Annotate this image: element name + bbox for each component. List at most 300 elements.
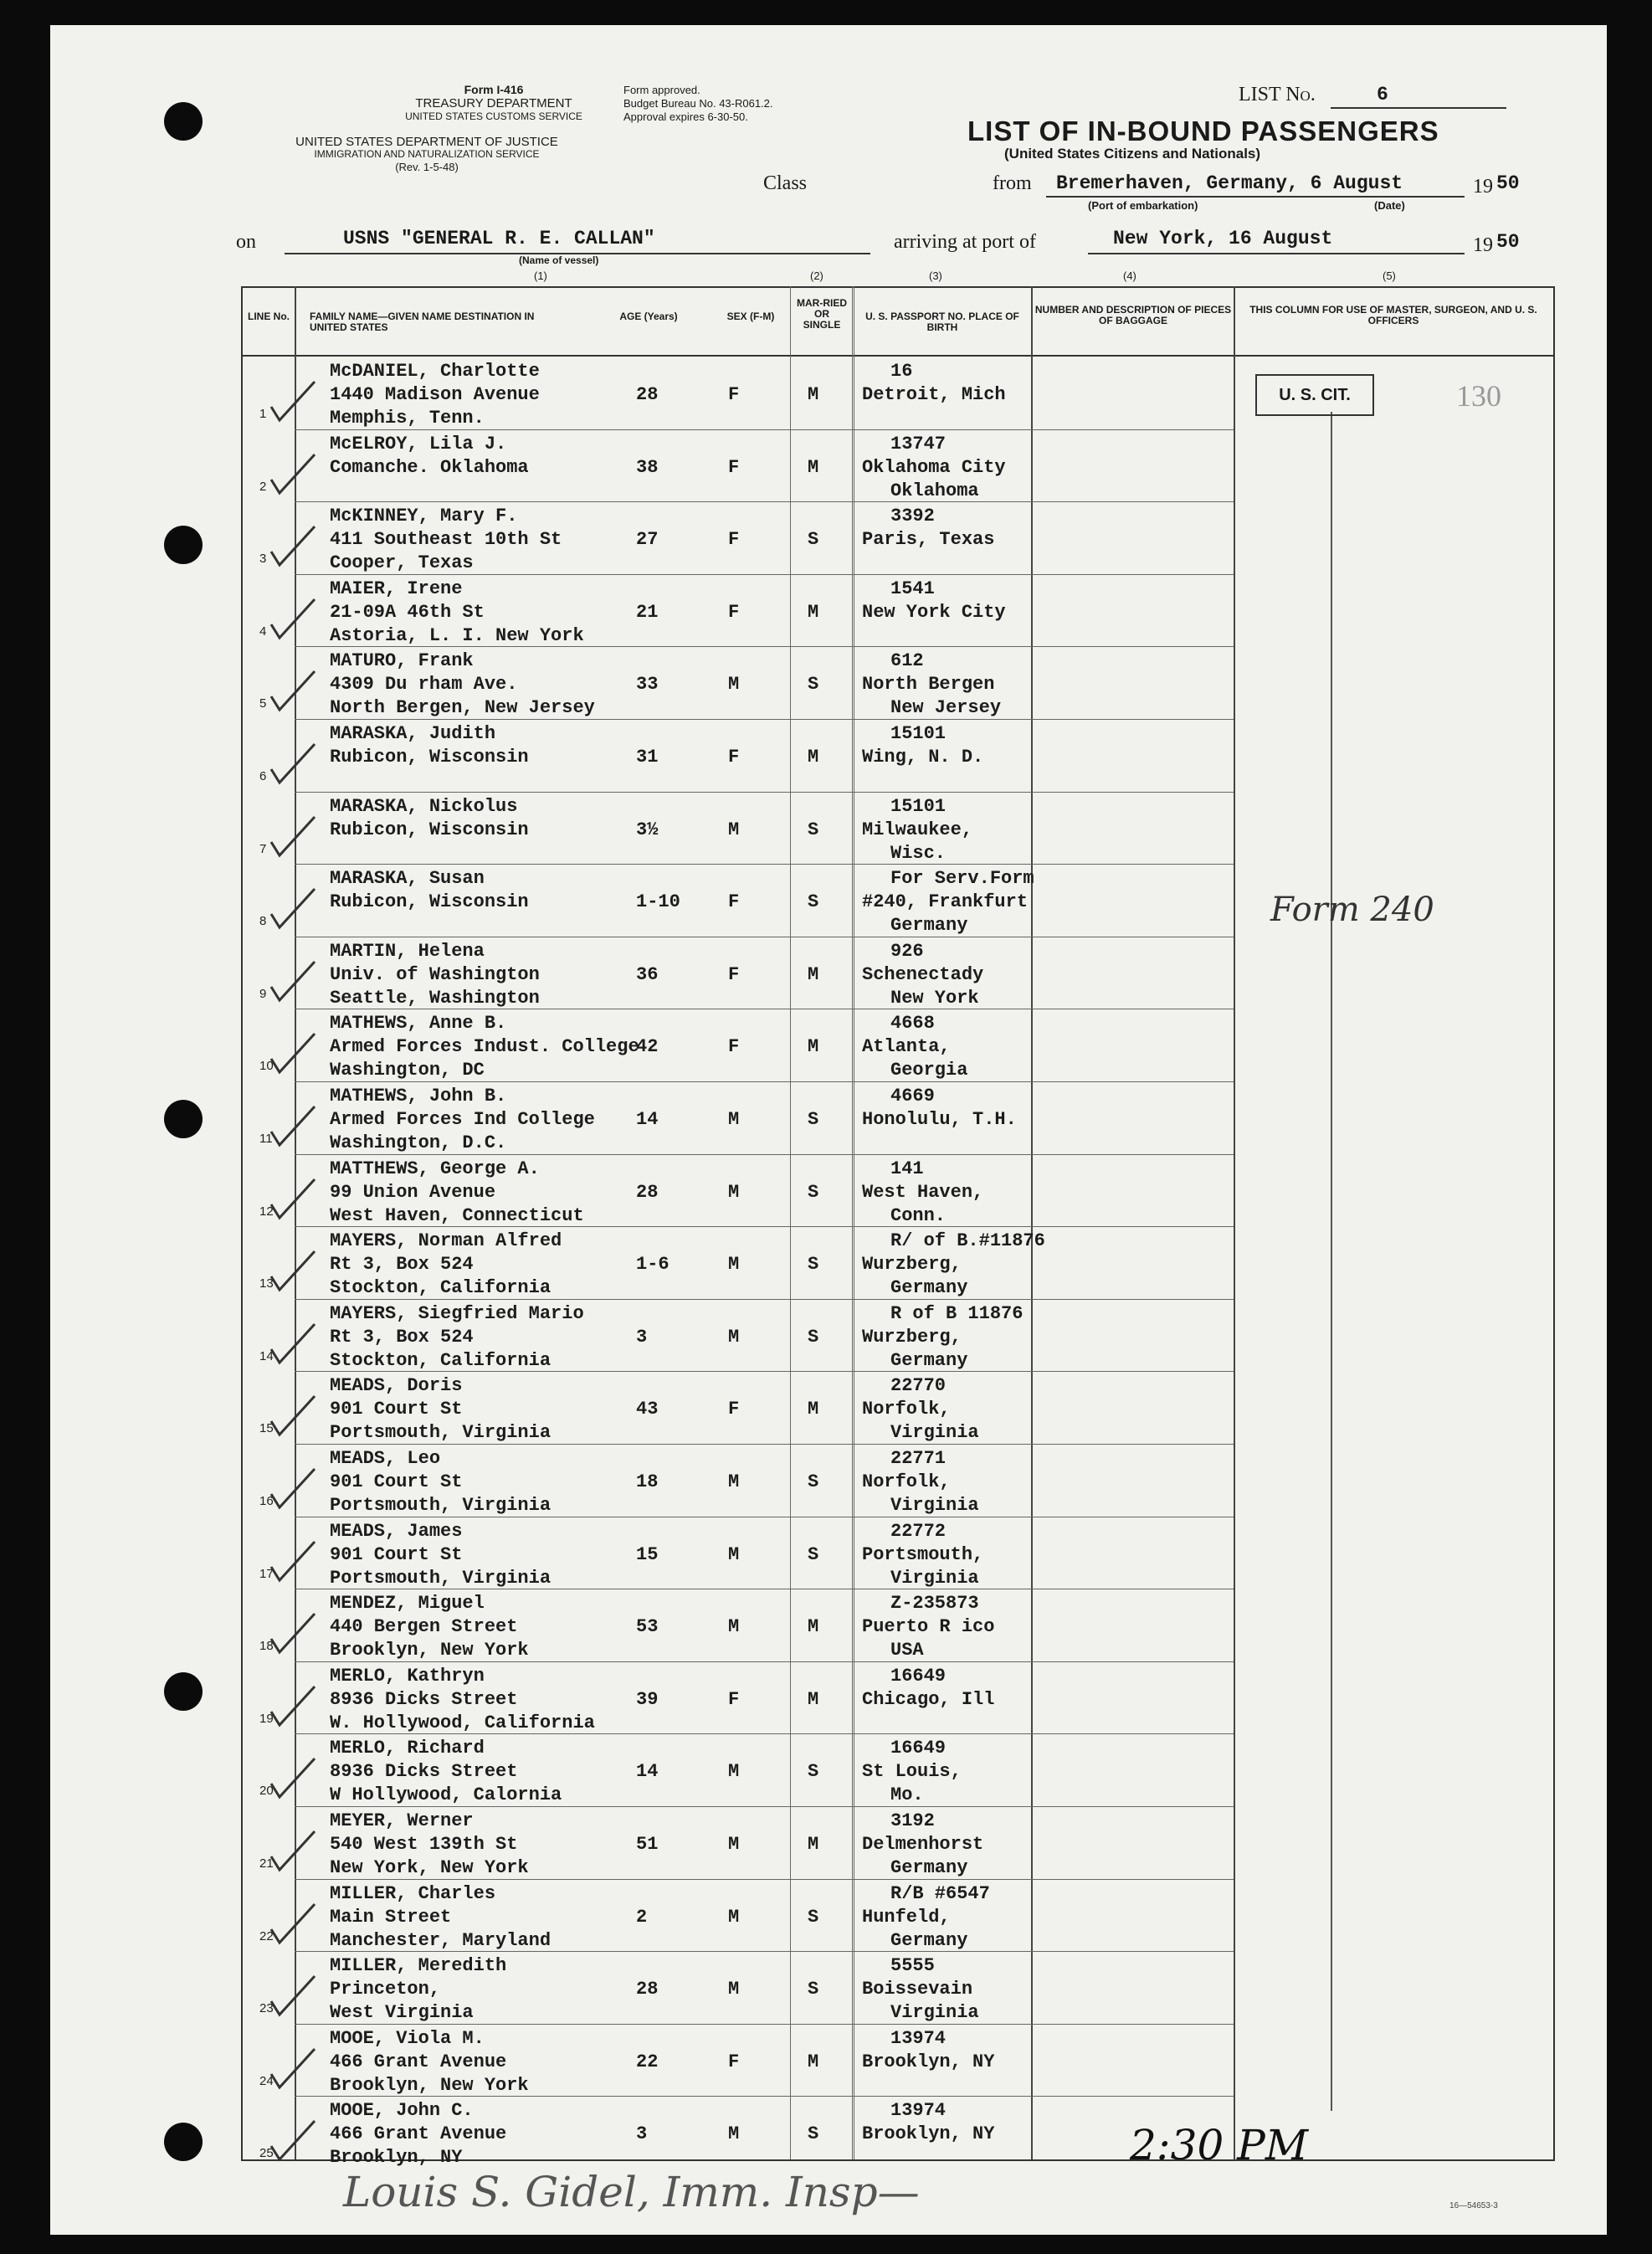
expiry-note: Approval expires 6-30-50. [623,110,748,123]
line-number: 11 [259,1132,273,1146]
check-mark-icon [268,1537,318,1587]
sex: F [728,891,740,913]
line-number: 22 [259,1928,274,1943]
destination-line2: Brooklyn, New York [330,2074,529,2096]
age: 1-10 [636,891,680,913]
line-number: 8 [259,914,267,929]
place-of-birth-line1: Paris, Texas [862,529,995,551]
destination-line1: Armed Forces Indust. College [330,1036,639,1058]
row-divider [295,1951,1234,1952]
passport-number: 16649 [890,1738,947,1759]
destination-line2: Stockton, California [330,1349,552,1371]
passenger-name: MERLO, Kathryn [330,1665,485,1687]
destination-line1: 540 West 139th St [330,1834,518,1855]
check-mark-icon [268,521,318,572]
destination-line1: 466 Grant Avenue [330,2123,507,2145]
passport-number: R/ of B.#11876 [890,1230,1045,1252]
place-of-birth-line1: Oklahoma City [862,456,1006,478]
age: 14 [636,1761,659,1783]
vessel-name: USNS "GENERAL R. E. CALLAN" [343,228,655,249]
destination-line2: Portsmouth, Virginia [330,1567,552,1589]
marital-status: M [808,601,819,623]
row-divider [295,501,1234,502]
marital-status: S [808,891,819,913]
passport-number: Z-235873 [890,1593,979,1615]
passenger-name: MILLER, Meredith [330,1955,507,1977]
passenger-name: MENDEZ, Miguel [330,1593,485,1615]
passenger-name: MAYERS, Norman Alfred [330,1230,562,1252]
marital-status: M [808,1036,819,1058]
from-label: from [993,172,1032,194]
binder-hole [164,1100,203,1138]
check-mark-icon [268,1682,318,1732]
age: 14 [636,1109,659,1130]
destination-line1: Rubicon, Wisconsin [330,819,529,840]
place-of-birth-line1: Boissevain [862,1979,973,2000]
justice-dept: UNITED STATES DEPARTMENT OF JUSTICE [295,135,558,149]
destination-line2: W Hollywood, Calornia [330,1784,562,1806]
marital-status: S [808,1181,819,1203]
place-of-birth-line2: Germany [890,1929,968,1951]
passenger-name: MARASKA, Judith [330,723,496,744]
place-of-birth-line2: Oklahoma [890,480,979,501]
marital-status: S [808,1254,819,1276]
ins: IMMIGRATION AND NATURALIZATION SERVICE [314,148,540,160]
sex: F [728,2051,740,2072]
age: 28 [636,384,659,405]
line-number: 1 [259,407,267,421]
sex: F [728,963,740,985]
form-number: Form I-416 [464,83,524,96]
age: 36 [636,963,659,985]
passport-number: 612 [890,650,924,672]
place-of-birth-line1: Atlanta, [862,1036,951,1058]
destination-line1: 466 Grant Avenue [330,2051,507,2072]
line-number: 13 [259,1276,274,1291]
row-divider [295,1879,1234,1880]
list-number: 6 [1377,84,1388,105]
place-of-birth-line1: New York City [862,601,1006,623]
line-number: 10 [259,1059,274,1074]
place-of-birth-line1: Honolulu, T.H. [862,1109,1017,1130]
passenger-name: MEYER, Werner [330,1810,474,1831]
destination-line1: 901 Court St [330,1399,463,1420]
age: 31 [636,747,659,768]
form-240-note: Form 240 [1270,891,1434,929]
passenger-name: MEADS, Doris [330,1375,463,1397]
passport-number: 3392 [890,506,935,527]
place-of-birth-line2: New York [890,987,979,1009]
year-prefix: 19 [1473,234,1493,256]
passport-number: 22771 [890,1448,947,1469]
check-mark-icon [268,1319,318,1369]
passenger-name: MOOE, John C. [330,2100,474,2122]
passenger-name: McELROY, Lila J. [330,433,507,454]
binder-hole [164,102,203,141]
age: 28 [636,1181,659,1203]
passenger-name: MARASKA, Nickolus [330,795,518,817]
sex: M [728,674,740,696]
stamp-number: 130 [1456,379,1501,413]
treasury-dept: TREASURY DEPARTMENT [415,96,572,110]
year-prefix: 19 [1473,176,1493,198]
destination-line1: 901 Court St [330,1471,463,1492]
place-of-birth-line2: Virginia [890,1567,979,1589]
age: 3 [636,2123,648,2145]
place-of-birth-line1: St Louis, [862,1761,962,1783]
vessel-caption: (Name of vessel) [519,254,599,266]
time-note: 2:30 PM [1130,2121,1309,2169]
check-mark-icon [268,449,318,500]
row-divider [295,719,1234,720]
marital-status: M [808,1399,819,1420]
destination-line2: Washington, DC [330,1060,485,1081]
line-number: 14 [259,1348,274,1363]
marital-status: S [808,1326,819,1348]
destination-line1: 4309 Du rham Ave. [330,674,518,696]
arriving-label: arriving at port of [894,231,1036,253]
age: 38 [636,456,659,478]
destination-line2: North Bergen, New Jersey [330,697,595,719]
line-number: 18 [259,1639,274,1654]
row-divider [295,1226,1234,1227]
place-of-birth-line2: Germany [890,915,968,937]
approval-note: Form approved. [623,84,700,96]
binder-hole [164,2123,203,2161]
row-divider [295,1806,1234,1807]
destination-line2: Memphis, Tenn. [330,408,485,429]
check-mark-icon [268,957,318,1007]
age: 27 [636,529,659,551]
check-mark-icon [268,1101,318,1152]
footer-code: 16—54653-3 [1449,2201,1498,2210]
destination-line2: Astoria, L. I. New York [330,624,584,646]
line-number: 20 [259,1784,274,1799]
row-divider [295,1371,1234,1372]
passenger-name: MERLO, Richard [330,1738,485,1759]
sex: M [728,1326,740,1348]
row-divider [295,1299,1234,1300]
sex: M [728,2123,740,2145]
passenger-name: MARASKA, Susan [330,868,485,890]
age: 3½ [636,819,659,840]
port-of-embarkation: Bremerhaven, Germany, 6 August [1056,172,1403,194]
place-of-birth-line1: Brooklyn, NY [862,2123,995,2145]
sex: M [728,1906,740,1928]
date-caption: (Date) [1374,199,1405,212]
place-of-birth-line2: Virginia [890,1495,979,1516]
destination-line1: Rubicon, Wisconsin [330,747,529,768]
passenger-name: McKINNEY, Mary F. [330,506,518,527]
place-of-birth-line1: Wing, N. D. [862,747,984,768]
place-of-birth-line2: Virginia [890,1422,979,1444]
destination-line2: Brooklyn, New York [330,1640,529,1661]
line-number: 12 [259,1204,274,1219]
budget-note: Budget Bureau No. 43-R061.2. [623,97,773,110]
sex: F [728,456,740,478]
line-number: 17 [259,1566,274,1581]
line-number: 2 [259,479,267,494]
destination-line1: 440 Bergen Street [330,1616,518,1638]
check-mark-icon [268,1971,318,2021]
form-revision: (Rev. 1-5-48) [395,161,459,173]
destination-line2: Portsmouth, Virginia [330,1495,552,1516]
col-header-line: LINE No. [248,311,290,322]
place-of-birth-line2: Georgia [890,1060,968,1081]
marital-status: M [808,2051,819,2072]
line-number: 21 [259,1856,274,1871]
port-of-arrival: New York, 16 August [1113,228,1333,249]
col-header-age: AGE (Years) [619,311,678,322]
passport-number: 13974 [890,2100,947,2122]
sex: M [728,1471,740,1492]
check-mark-icon [268,1899,318,1949]
destination-line2: Stockton, California [330,1277,552,1299]
place-of-birth-line1: Portsmouth, [862,1543,984,1565]
sex: M [728,1109,740,1130]
line-number: 5 [259,696,267,711]
place-of-birth-line1: Chicago, Ill [862,1688,995,1710]
passport-number: 22770 [890,1375,947,1397]
marital-status: S [808,819,819,840]
passenger-name: McDANIEL, Charlotte [330,361,540,382]
check-mark-icon [268,739,318,789]
marital-status: S [808,2123,819,2145]
col-header-married: MAR-RIED OR SINGLE [797,297,847,331]
sex: M [728,1254,740,1276]
place-of-birth-line1: Puerto R ico [862,1616,995,1638]
destination-line1: 901 Court St [330,1543,463,1565]
passenger-name: MILLER, Charles [330,1882,496,1904]
sex: F [728,1399,740,1420]
marital-status: M [808,747,819,768]
age: 43 [636,1399,659,1420]
class-label: Class [763,172,808,194]
row-divider [295,1733,1234,1734]
place-of-birth-line2: Conn. [890,1204,947,1226]
destination-line1: Comanche. Oklahoma [330,456,529,478]
passport-number: 1541 [890,578,935,599]
sex: F [728,384,740,405]
binder-hole [164,526,203,564]
check-mark-icon [268,884,318,934]
place-of-birth-line1: Schenectady [862,963,984,985]
place-of-birth-line1: Detroit, Mich [862,384,1006,405]
place-of-birth-line1: Milwaukee, [862,819,973,840]
age: 33 [636,674,659,696]
age: 21 [636,601,659,623]
sex: M [728,819,740,840]
place-of-birth-line2: Germany [890,1349,968,1371]
year-suffix: 50 [1496,172,1520,194]
passenger-name: MARTIN, Helena [330,940,485,962]
row-divider [295,1154,1234,1155]
destination-line2: Washington, D.C. [330,1132,507,1153]
line-number: 24 [259,2073,274,2088]
destination-line1: 21-09A 46th St [330,601,485,623]
page-subtitle: (United States Citizens and Nationals) [1004,146,1261,162]
passport-number: R/B #6547 [890,1882,990,1904]
marital-status: S [808,1979,819,2000]
age: 28 [636,1979,659,2000]
destination-line1: Armed Forces Ind College [330,1109,595,1130]
age: 42 [636,1036,659,1058]
check-mark-icon [268,1753,318,1804]
passport-number: For Serv.Form [890,868,1034,890]
destination-line1: Rt 3, Box 524 [330,1254,474,1276]
col-header-officers: THIS COLUMN FOR USE OF MASTER, SURGEON, AND U. S. OFFICERS [1249,304,1537,326]
row-divider [295,864,1234,865]
sex: M [728,1834,740,1855]
place-of-birth-line2: Wisc. [890,842,947,864]
passport-number: 4669 [890,1086,935,1106]
marital-status: M [808,963,819,985]
marital-status: M [808,1616,819,1638]
check-mark-icon [268,1246,318,1296]
passenger-name: MATURO, Frank [330,650,474,672]
place-of-birth-line1: Norfolk, [862,1399,951,1420]
passenger-name: MATTHEWS, George A. [330,1158,540,1179]
place-of-birth-line1: Brooklyn, NY [862,2051,995,2072]
passport-number: 141 [890,1158,924,1179]
passenger-name: MEADS, James [330,1520,463,1542]
destination-line1: Rubicon, Wisconsin [330,891,529,913]
passport-number: 3192 [890,1810,935,1831]
inspector-signature: Louis S. Gidel, Imm. Insp— [343,2168,920,2216]
check-mark-icon [268,1609,318,1659]
destination-line1: Main Street [330,1906,452,1928]
age: 18 [636,1471,659,1492]
place-of-birth-line1: North Bergen [862,674,995,696]
passport-number: 22772 [890,1520,947,1542]
destination-line2: Manchester, Maryland [330,1929,552,1951]
marital-status: S [808,1109,819,1130]
sex: F [728,1036,740,1058]
marital-status: S [808,1761,819,1783]
age: 22 [636,2051,659,2072]
place-of-birth-line1: West Haven, [862,1181,984,1203]
col-num: (5) [1383,270,1396,282]
sex: M [728,1979,740,2000]
place-of-birth-line2: Virginia [890,2002,979,2024]
binder-hole [164,1672,203,1711]
line-number: 23 [259,2001,274,2016]
passenger-name: MOOE, Viola M. [330,2027,485,2049]
sex: M [728,1543,740,1565]
passport-number: 16649 [890,1665,947,1687]
marital-status: M [808,1688,819,1710]
check-mark-icon [268,1826,318,1877]
col-num: (2) [810,270,823,282]
col-header-baggage: NUMBER AND DESCRIPTION OF PIECES OF BAGGAGE [1034,304,1232,326]
check-mark-icon [268,2116,318,2166]
place-of-birth-line2: Mo. [890,1784,924,1806]
passport-number: 4668 [890,1013,935,1035]
passenger-name: MAYERS, Siegfried Mario [330,1302,584,1324]
age: 1-6 [636,1254,670,1276]
destination-line1: 8936 Dicks Street [330,1688,518,1710]
passport-number: 15101 [890,723,947,744]
year-suffix: 50 [1496,231,1520,253]
place-of-birth-line1: Delmenhorst [862,1834,984,1855]
passport-number: 13747 [890,433,947,454]
us-citizen-stamp: U. S. CIT. [1255,374,1374,416]
destination-line2: West Haven, Connecticut [330,1204,584,1226]
destination-line1: 8936 Dicks Street [330,1761,518,1783]
sex: F [728,529,740,551]
marital-status: M [808,456,819,478]
passport-number: 13974 [890,2027,947,2049]
age: 15 [636,1543,659,1565]
destination-line2: Brooklyn, NY [330,2147,463,2169]
marital-status: S [808,1543,819,1565]
passport-number: 16 [890,361,913,382]
line-number: 15 [259,1421,274,1436]
passenger-name: MATHEWS, Anne B. [330,1013,507,1035]
line-number: 4 [259,624,267,639]
line-number: 7 [259,841,267,856]
check-mark-icon [268,377,318,427]
sex: F [728,747,740,768]
destination-line2: W. Hollywood, California [330,1712,595,1733]
destination-line1: 411 Southeast 10th St [330,529,562,551]
place-of-birth-line2: Germany [890,1277,968,1299]
destination-line1: Univ. of Washington [330,963,540,985]
marital-status: M [808,384,819,405]
place-of-birth-line1: Wurzberg, [862,1254,962,1276]
age: 53 [636,1616,659,1638]
age: 39 [636,1688,659,1710]
marital-status: S [808,1471,819,1492]
on-label: on [236,231,256,253]
destination-line1: 99 Union Avenue [330,1181,496,1203]
sex: F [728,1688,740,1710]
place-of-birth-line1: Norfolk, [862,1471,951,1492]
passenger-name: MAIER, Irene [330,578,463,599]
sex: F [728,601,740,623]
sex: M [728,1761,740,1783]
check-mark-icon [268,594,318,644]
line-number: 3 [259,552,267,567]
sex: M [728,1616,740,1638]
sex: M [728,1181,740,1203]
pen-line [1331,412,1332,2111]
check-mark-icon [268,1391,318,1441]
marital-status: S [808,1906,819,1928]
check-mark-icon [268,812,318,862]
check-mark-icon [268,1174,318,1225]
row-divider [295,2096,1234,2097]
place-of-birth-line2: USA [890,1640,924,1661]
page-title: LIST OF IN-BOUND PASSENGERS [967,116,1439,146]
port-caption: (Port of embarkation) [1088,199,1198,212]
destination-line1: Princeton, [330,1979,441,2000]
destination-line2: West Virginia [330,2002,474,2024]
list-no-label: LIST No. [1239,84,1316,105]
place-of-birth-line1: Hunfeld, [862,1906,951,1928]
customs-service: UNITED STATES CUSTOMS SERVICE [405,110,582,122]
place-of-birth-line1: Wurzberg, [862,1326,962,1348]
row-divider [295,2024,1234,2025]
check-mark-icon [268,666,318,716]
col-header-sex: SEX (F-M) [726,311,775,322]
place-of-birth-line2: Germany [890,1857,968,1878]
row-divider [295,574,1234,575]
place-of-birth-line1: #240, Frankfurt [862,891,1029,913]
place-of-birth-line2: New Jersey [890,697,1002,719]
destination-line2: New York, New York [330,1857,529,1878]
passport-number: 15101 [890,795,947,817]
